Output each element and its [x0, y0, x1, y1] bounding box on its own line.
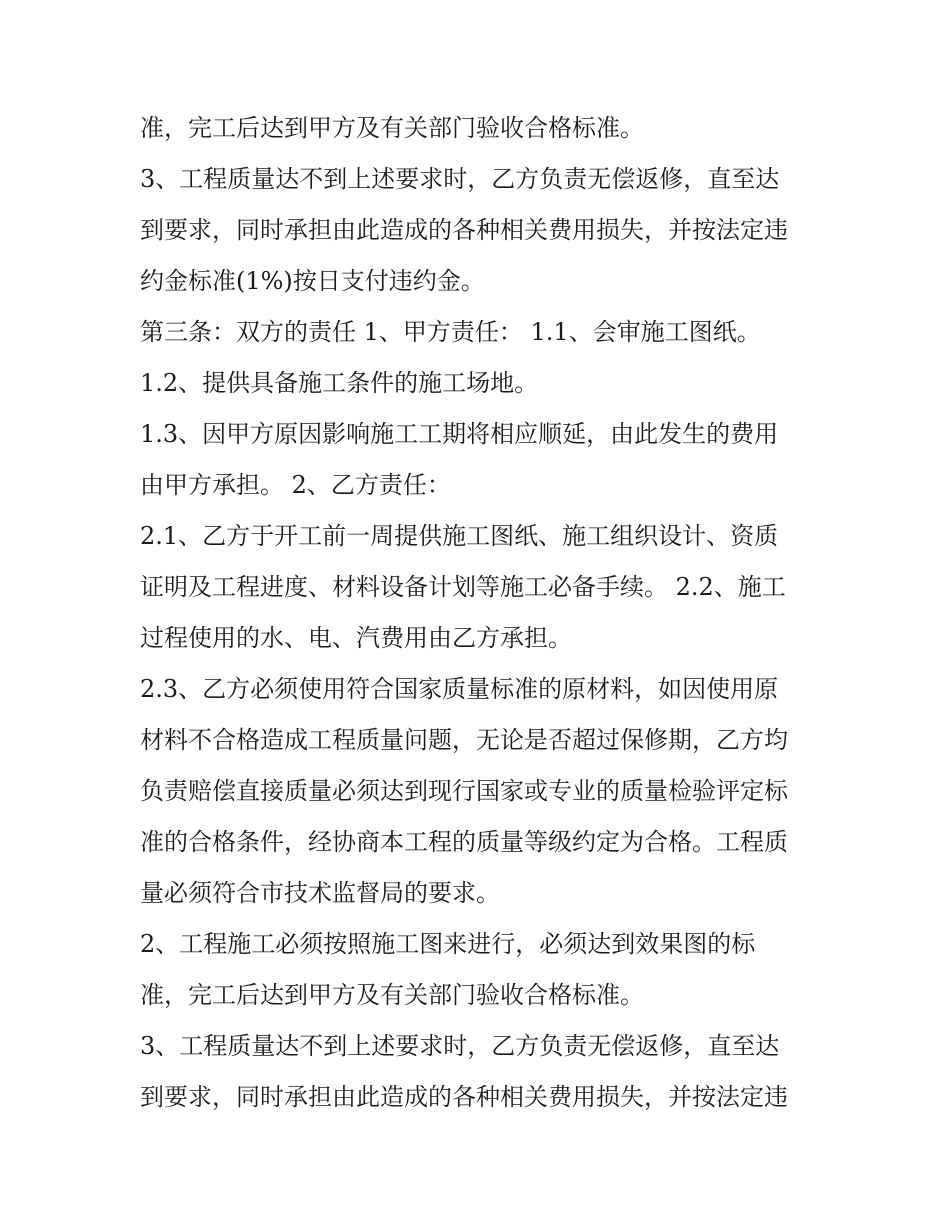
text-line: 由甲方承担。 2、乙方责任： [140, 471, 451, 499]
text-line: 到要求，同时承担由此造成的各种相关费用损失，并按法定违 [140, 1083, 788, 1111]
text-line: 准，完工后达到甲方及有关部门验收合格标准。 [140, 114, 644, 142]
text-line: 负责赔偿直接质量必须达到现行国家或专业的质量检验评定标 [140, 777, 788, 805]
text-line: 过程使用的水、电、汽费用由乙方承担。 [140, 624, 572, 652]
text-line: 2、工程施工必须按照施工图来进行，必须达到效果图的标 [140, 930, 756, 958]
text-line: 约金标准(1%)按日支付违约金。 [140, 267, 485, 295]
text-line: 量必须符合市技术监督局的要求。 [140, 879, 500, 907]
text-line: 材料不合格造成工程质量问题，无论是否超过保修期，乙方均 [140, 726, 788, 754]
text-line: 3、工程质量达不到上述要求时，乙方负责无偿返修，直至达 [140, 165, 780, 193]
text-line: 2.3、乙方必须使用符合国家质量标准的原材料，如因使用原 [140, 675, 779, 703]
text-line: 第三条：双方的责任 1、甲方责任： 1.1、会审施工图纸。 [140, 318, 761, 346]
text-line: 1.2、提供具备施工条件的施工场地。 [140, 369, 539, 397]
text-line: 到要求，同时承担由此造成的各种相关费用损失，并按法定违 [140, 216, 788, 244]
text-line: 2.1、乙方于开工前一周提供施工图纸、施工组织设计、资质 [140, 522, 779, 550]
text-line: 证明及工程进度、材料设备计划等施工必备手续。 2.2、施工 [140, 573, 786, 601]
text-line: 准的合格条件，经协商本工程的质量等级约定为合格。工程质 [140, 828, 788, 856]
text-line: 1.3、因甲方原因影响施工工期将相应顺延，由此发生的费用 [140, 420, 779, 448]
document-body [140, 103, 820, 1123]
text-line: 准，完工后达到甲方及有关部门验收合格标准。 [140, 981, 644, 1009]
text-line: 3、工程质量达不到上述要求时，乙方负责无偿返修，直至达 [140, 1032, 780, 1060]
